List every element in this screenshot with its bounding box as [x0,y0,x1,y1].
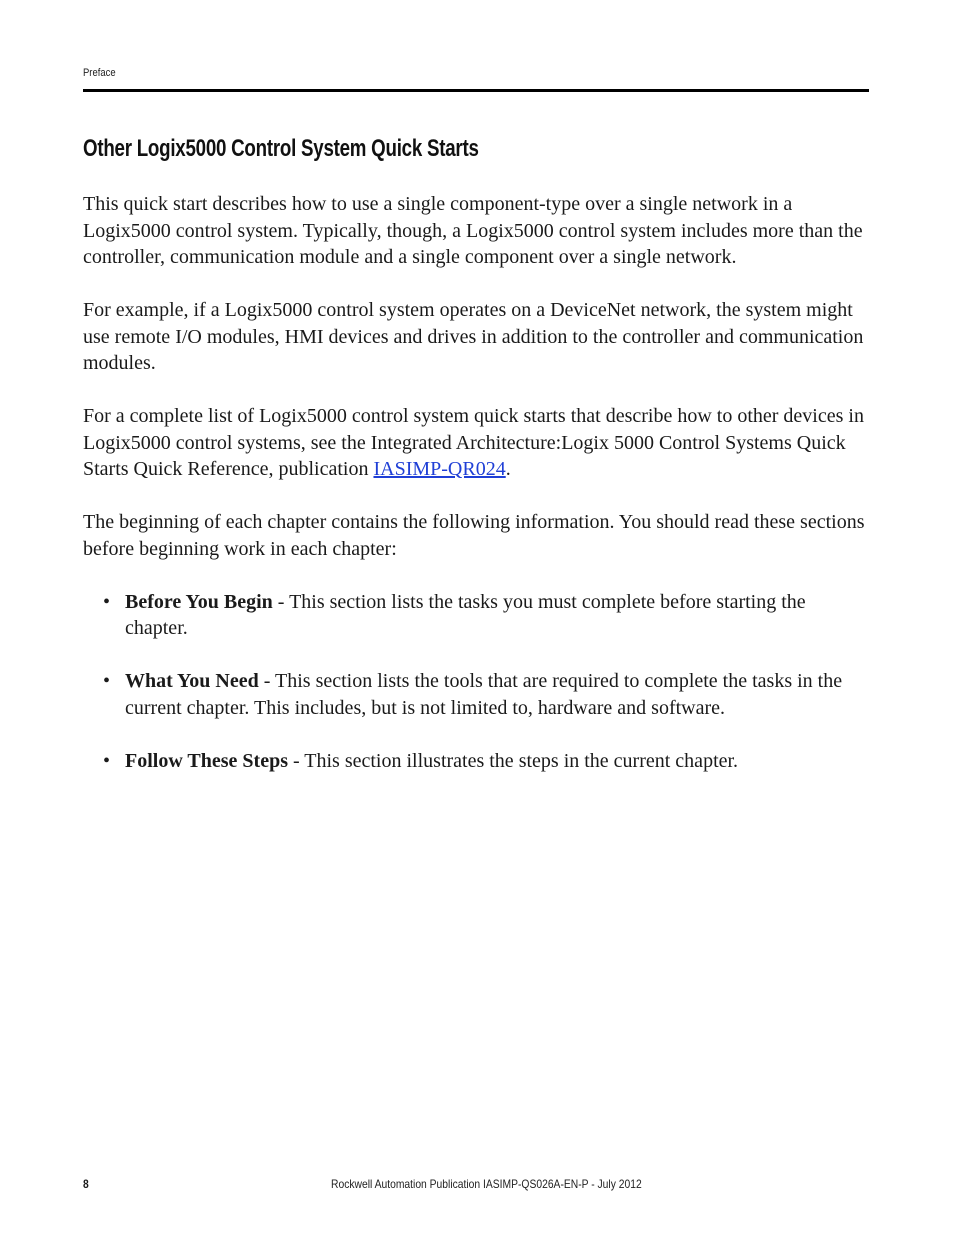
bullet-icon: • [103,749,111,772]
bullet-icon: • [103,670,111,692]
publication-link[interactable]: IASIMP-QR024 [373,458,506,480]
paragraph-chapter-info: The beginning of each chapter contains the following information. You should read these sections before beginning work in each chapter: [83,511,865,560]
running-head: Preface [83,67,116,79]
body-content [83,191,873,801]
paragraph-intro: This quick start describes how to use a single component-type over a single network in a Logix5000 control system. Typically, though, a Logix5000 control system includes more than the controller, communication module and a single component over a single network. [83,193,863,268]
list-item-description: - This section lists the tasks you must complete before starting the chapter. [125,590,806,639]
paragraph-reference-text: For a complete list of Logix5000 control system quick starts that describe how to other devices in Logix5000 control systems, see the Integrated Architecture:Logix 5000 Control Systems Quick Starts Quick Reference, publication [83,405,864,480]
header-rule [83,89,869,92]
footer-page-number: 8 [83,1177,89,1191]
bullet-icon: • [103,590,111,613]
paragraph-example: For example, if a Logix5000 control system operates on a DeviceNet network, the system might use remote I/O modules, HMI devices and drives in addition to the controller and communication modules. [83,299,864,374]
list-item-follow-these-steps [83,748,873,775]
list-item-what-you-need [83,668,873,721]
list-item-description: - This section lists the tools that are required to complete the tasks in the current chapter. This includes, but is not limited to, hardware and software. [125,670,843,719]
list-item-term: Follow These Steps [125,749,288,772]
paragraph-reference-end: . [505,458,511,480]
footer-publication: Rockwell Automation Publication IASIMP-QS026A-EN-P - July 2012 [331,1177,642,1191]
section-title: Other Logix5000 Control System Quick Starts [83,135,479,162]
paragraph-reference [83,403,873,483]
list-item-term: What You Need [125,670,259,692]
list-item-before-you-begin [83,589,873,642]
list-item-term: Before You Begin [125,590,273,613]
chapter-info-list [83,589,873,775]
list-item-description: - This section illustrates the steps in the current chapter. [287,749,739,772]
